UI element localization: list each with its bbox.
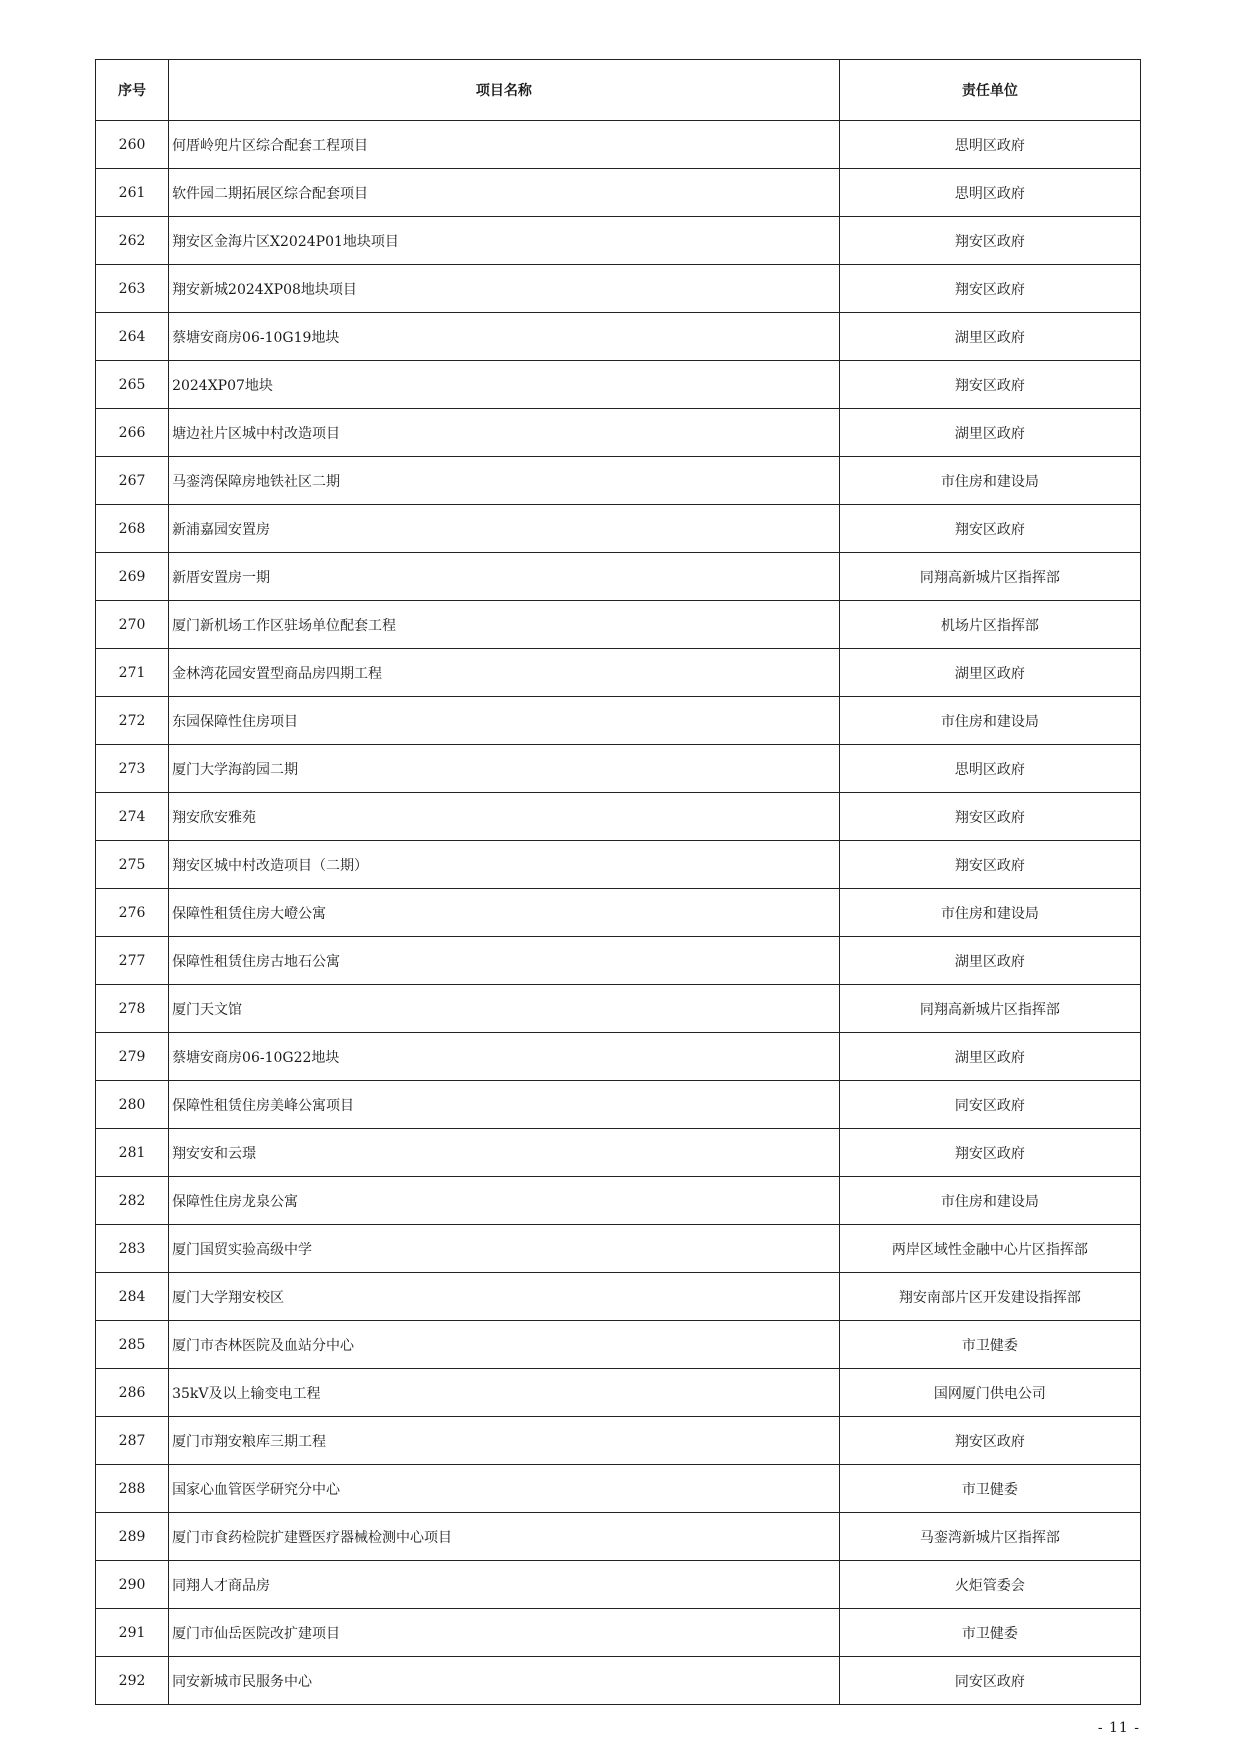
- table-row: [96, 1321, 1141, 1369]
- project-name: 何厝岭兜片区综合配套工程项目: [169, 121, 840, 169]
- project-name: 厦门大学翔安校区: [169, 1273, 840, 1321]
- responsible-unit: 市住房和建设局: [839, 457, 1140, 505]
- header-project-name: 项目名称: [169, 60, 840, 121]
- row-number: 287: [96, 1417, 169, 1465]
- project-name: 2024XP07地块: [169, 361, 840, 409]
- table-row: [96, 1081, 1141, 1129]
- responsible-unit: 市住房和建设局: [839, 697, 1140, 745]
- project-name: 厦门市翔安粮库三期工程: [169, 1417, 840, 1465]
- table-row: [96, 1033, 1141, 1081]
- table-row: [96, 121, 1141, 169]
- row-number: 263: [96, 265, 169, 313]
- responsible-unit: 同翔高新城片区指挥部: [839, 985, 1140, 1033]
- table-row: [96, 889, 1141, 937]
- project-name: 同翔人才商品房: [169, 1561, 840, 1609]
- table-row: [96, 409, 1141, 457]
- responsible-unit: 翔安区政府: [839, 793, 1140, 841]
- responsible-unit: 翔安区政府: [839, 1417, 1140, 1465]
- responsible-unit: 翔安区政府: [839, 505, 1140, 553]
- responsible-unit: 翔安区政府: [839, 361, 1140, 409]
- table-row: [96, 361, 1141, 409]
- row-number: 260: [96, 121, 169, 169]
- table-row: [96, 649, 1141, 697]
- row-number: 282: [96, 1177, 169, 1225]
- row-number: 285: [96, 1321, 169, 1369]
- table-row: [96, 841, 1141, 889]
- table-header-row: [96, 60, 1141, 121]
- row-number: 278: [96, 985, 169, 1033]
- project-name: 翔安新城2024XP08地块项目: [169, 265, 840, 313]
- table-row: [96, 1225, 1141, 1273]
- project-name: 新厝安置房一期: [169, 553, 840, 601]
- project-name: 保障性租赁住房美峰公寓项目: [169, 1081, 840, 1129]
- responsible-unit: 市住房和建设局: [839, 1177, 1140, 1225]
- row-number: 276: [96, 889, 169, 937]
- project-name: 新浦嘉园安置房: [169, 505, 840, 553]
- row-number: 266: [96, 409, 169, 457]
- row-number: 269: [96, 553, 169, 601]
- responsible-unit: 火炬管委会: [839, 1561, 1140, 1609]
- project-name: 厦门国贸实验高级中学: [169, 1225, 840, 1273]
- table-row: [96, 601, 1141, 649]
- row-number: 265: [96, 361, 169, 409]
- responsible-unit: 翔安南部片区开发建设指挥部: [839, 1273, 1140, 1321]
- table-row: [96, 1513, 1141, 1561]
- responsible-unit: 同安区政府: [839, 1657, 1140, 1705]
- responsible-unit: 翔安区政府: [839, 265, 1140, 313]
- responsible-unit: 国网厦门供电公司: [839, 1369, 1140, 1417]
- table-row: [96, 937, 1141, 985]
- responsible-unit: 湖里区政府: [839, 937, 1140, 985]
- table-row: [96, 1369, 1141, 1417]
- responsible-unit: 翔安区政府: [839, 1129, 1140, 1177]
- table-row: [96, 793, 1141, 841]
- project-name: 翔安欣安雅苑: [169, 793, 840, 841]
- responsible-unit: 市卫健委: [839, 1609, 1140, 1657]
- project-name: 保障性租赁住房大嶝公寓: [169, 889, 840, 937]
- table-row: [96, 553, 1141, 601]
- table-row: [96, 505, 1141, 553]
- project-name: 软件园二期拓展区综合配套项目: [169, 169, 840, 217]
- project-name: 蔡塘安商房06-10G19地块: [169, 313, 840, 361]
- responsible-unit: 湖里区政府: [839, 649, 1140, 697]
- responsible-unit: 思明区政府: [839, 745, 1140, 793]
- project-name: 35kV及以上输变电工程: [169, 1369, 840, 1417]
- row-number: 289: [96, 1513, 169, 1561]
- project-name: 厦门大学海韵园二期: [169, 745, 840, 793]
- project-name: 厦门市杏林医院及血站分中心: [169, 1321, 840, 1369]
- header-no: 序号: [96, 60, 169, 121]
- responsible-unit: 两岸区域性金融中心片区指挥部: [839, 1225, 1140, 1273]
- row-number: 271: [96, 649, 169, 697]
- row-number: 279: [96, 1033, 169, 1081]
- table-row: [96, 745, 1141, 793]
- table-row: [96, 1177, 1141, 1225]
- responsible-unit: 机场片区指挥部: [839, 601, 1140, 649]
- table-row: [96, 697, 1141, 745]
- project-name: 同安新城市民服务中心: [169, 1657, 840, 1705]
- row-number: 264: [96, 313, 169, 361]
- responsible-unit: 马銮湾新城片区指挥部: [839, 1513, 1140, 1561]
- project-name: 保障性住房龙泉公寓: [169, 1177, 840, 1225]
- header-responsible-unit: 责任单位: [839, 60, 1140, 121]
- row-number: 272: [96, 697, 169, 745]
- row-number: 268: [96, 505, 169, 553]
- row-number: 267: [96, 457, 169, 505]
- row-number: 290: [96, 1561, 169, 1609]
- table-row: [96, 217, 1141, 265]
- row-number: 291: [96, 1609, 169, 1657]
- row-number: 288: [96, 1465, 169, 1513]
- responsible-unit: 湖里区政府: [839, 313, 1140, 361]
- table-row: [96, 313, 1141, 361]
- project-name: 厦门市仙岳医院改扩建项目: [169, 1609, 840, 1657]
- responsible-unit: 湖里区政府: [839, 1033, 1140, 1081]
- project-name: 国家心血管医学研究分中心: [169, 1465, 840, 1513]
- responsible-unit: 同翔高新城片区指挥部: [839, 553, 1140, 601]
- responsible-unit: 翔安区政府: [839, 217, 1140, 265]
- table-row: [96, 1273, 1141, 1321]
- responsible-unit: 湖里区政府: [839, 409, 1140, 457]
- row-number: 284: [96, 1273, 169, 1321]
- row-number: 274: [96, 793, 169, 841]
- project-name: 保障性租赁住房古地石公寓: [169, 937, 840, 985]
- responsible-unit: 市卫健委: [839, 1465, 1140, 1513]
- row-number: 273: [96, 745, 169, 793]
- table-body: [96, 121, 1141, 1705]
- table-row: [96, 985, 1141, 1033]
- project-name: 蔡塘安商房06-10G22地块: [169, 1033, 840, 1081]
- project-name: 翔安安和云璟: [169, 1129, 840, 1177]
- project-name: 厦门天文馆: [169, 985, 840, 1033]
- table-row: [96, 1609, 1141, 1657]
- table-row: [96, 1417, 1141, 1465]
- project-name: 金林湾花园安置型商品房四期工程: [169, 649, 840, 697]
- responsible-unit: 同安区政府: [839, 1081, 1140, 1129]
- page-number: - 11 -: [1097, 1720, 1140, 1736]
- project-name: 翔安区金海片区X2024P01地块项目: [169, 217, 840, 265]
- table-row: [96, 1465, 1141, 1513]
- row-number: 277: [96, 937, 169, 985]
- responsible-unit: 思明区政府: [839, 121, 1140, 169]
- row-number: 283: [96, 1225, 169, 1273]
- table-row: [96, 1561, 1141, 1609]
- table-row: [96, 1129, 1141, 1177]
- table-row: [96, 457, 1141, 505]
- row-number: 286: [96, 1369, 169, 1417]
- row-number: 275: [96, 841, 169, 889]
- project-name: 翔安区城中村改造项目（二期）: [169, 841, 840, 889]
- row-number: 261: [96, 169, 169, 217]
- table-row: [96, 1657, 1141, 1705]
- row-number: 262: [96, 217, 169, 265]
- row-number: 292: [96, 1657, 169, 1705]
- responsible-unit: 市卫健委: [839, 1321, 1140, 1369]
- row-number: 280: [96, 1081, 169, 1129]
- table-row: [96, 169, 1141, 217]
- project-table: [95, 59, 1141, 1705]
- project-name: 厦门新机场工作区驻场单位配套工程: [169, 601, 840, 649]
- responsible-unit: 思明区政府: [839, 169, 1140, 217]
- project-name: 塘边社片区城中村改造项目: [169, 409, 840, 457]
- row-number: 281: [96, 1129, 169, 1177]
- project-name: 东园保障性住房项目: [169, 697, 840, 745]
- project-name: 厦门市食药检院扩建暨医疗器械检测中心项目: [169, 1513, 840, 1561]
- table-row: [96, 265, 1141, 313]
- responsible-unit: 市住房和建设局: [839, 889, 1140, 937]
- responsible-unit: 翔安区政府: [839, 841, 1140, 889]
- project-name: 马銮湾保障房地铁社区二期: [169, 457, 840, 505]
- row-number: 270: [96, 601, 169, 649]
